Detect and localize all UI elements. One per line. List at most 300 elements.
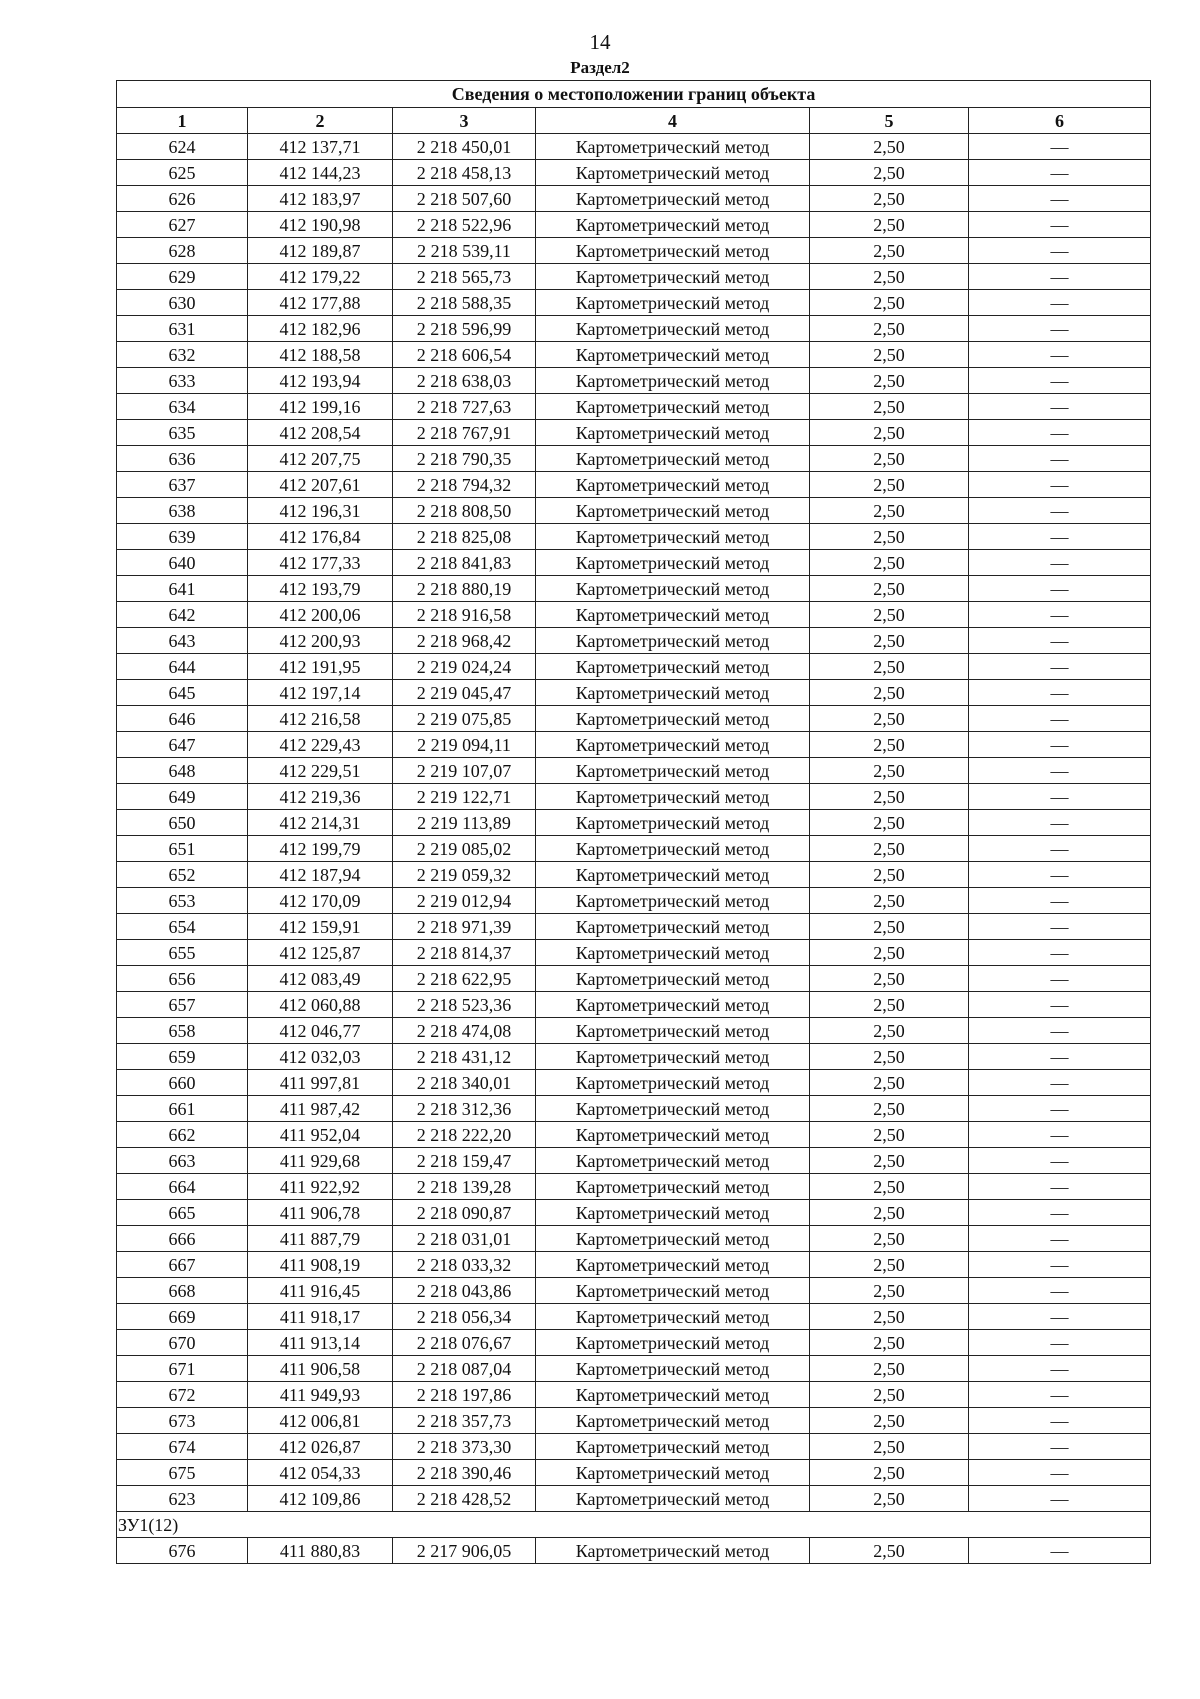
x-coordinate-cell: 412 197,14 <box>248 680 393 706</box>
y-coordinate-cell: 2 218 431,12 <box>393 1044 536 1070</box>
accuracy-cell: 2,50 <box>810 758 969 784</box>
note-cell: — <box>969 1330 1151 1356</box>
column-number: 5 <box>810 108 969 134</box>
group-section <box>117 1512 1151 1564</box>
x-coordinate-cell: 411 916,45 <box>248 1278 393 1304</box>
accuracy-cell: 2,50 <box>810 1278 969 1304</box>
accuracy-cell: 2,50 <box>810 420 969 446</box>
x-coordinate-cell: 412 191,95 <box>248 654 393 680</box>
y-coordinate-cell: 2 218 197,86 <box>393 1382 536 1408</box>
method-cell: Картометрический метод <box>536 394 810 420</box>
method-cell: Картометрический метод <box>536 524 810 550</box>
table-row <box>117 654 1151 680</box>
table-row <box>117 472 1151 498</box>
point-number-cell: 657 <box>117 992 248 1018</box>
y-coordinate-cell: 2 218 087,04 <box>393 1356 536 1382</box>
point-number-cell: 651 <box>117 836 248 862</box>
note-cell: — <box>969 1096 1151 1122</box>
table-row <box>117 966 1151 992</box>
note-cell: — <box>969 498 1151 524</box>
method-cell: Картометрический метод <box>536 1408 810 1434</box>
method-cell: Картометрический метод <box>536 1382 810 1408</box>
table-row <box>117 498 1151 524</box>
table-row <box>117 342 1151 368</box>
table-header: Сведения о местоположении границ объекта <box>117 81 1151 108</box>
accuracy-cell: 2,50 <box>810 186 969 212</box>
accuracy-cell: 2,50 <box>810 342 969 368</box>
method-cell: Картометрический метод <box>536 212 810 238</box>
y-coordinate-cell: 2 218 606,54 <box>393 342 536 368</box>
x-coordinate-cell: 412 199,79 <box>248 836 393 862</box>
point-number-cell: 641 <box>117 576 248 602</box>
y-coordinate-cell: 2 218 159,47 <box>393 1148 536 1174</box>
point-number-cell: 645 <box>117 680 248 706</box>
y-coordinate-cell: 2 218 767,91 <box>393 420 536 446</box>
section-title: Раздел2 <box>570 58 630 77</box>
accuracy-cell: 2,50 <box>810 1174 969 1200</box>
x-coordinate-cell: 411 997,81 <box>248 1070 393 1096</box>
table-row <box>117 212 1151 238</box>
note-cell: — <box>969 1356 1151 1382</box>
table-row <box>117 420 1151 446</box>
table-row <box>117 368 1151 394</box>
table-row <box>117 810 1151 836</box>
note-cell: — <box>969 1070 1151 1096</box>
x-coordinate-cell: 411 918,17 <box>248 1304 393 1330</box>
note-cell: — <box>969 186 1151 212</box>
method-cell: Картометрический метод <box>536 342 810 368</box>
point-number-cell: 636 <box>117 446 248 472</box>
accuracy-cell: 2,50 <box>810 680 969 706</box>
y-coordinate-cell: 2 218 312,36 <box>393 1096 536 1122</box>
accuracy-cell: 2,50 <box>810 264 969 290</box>
method-cell: Картометрический метод <box>536 784 810 810</box>
table-row <box>117 940 1151 966</box>
table-row <box>117 316 1151 342</box>
note-cell: — <box>969 238 1151 264</box>
point-number-cell: 665 <box>117 1200 248 1226</box>
accuracy-cell: 2,50 <box>810 238 969 264</box>
x-coordinate-cell: 412 193,79 <box>248 576 393 602</box>
method-cell: Картометрический метод <box>536 914 810 940</box>
y-coordinate-cell: 2 218 056,34 <box>393 1304 536 1330</box>
table-row <box>117 1486 1151 1512</box>
method-cell: Картометрический метод <box>536 654 810 680</box>
accuracy-cell: 2,50 <box>810 914 969 940</box>
point-number-cell: 660 <box>117 1070 248 1096</box>
note-cell: — <box>969 914 1151 940</box>
note-cell: — <box>969 316 1151 342</box>
note-cell: — <box>969 290 1151 316</box>
table-row <box>117 160 1151 186</box>
point-number-cell: 659 <box>117 1044 248 1070</box>
table-row <box>117 1018 1151 1044</box>
point-number-cell: 672 <box>117 1382 248 1408</box>
column-number: 6 <box>969 108 1151 134</box>
y-coordinate-cell: 2 218 474,08 <box>393 1018 536 1044</box>
column-number: 2 <box>248 108 393 134</box>
note-cell: — <box>969 1408 1151 1434</box>
y-coordinate-cell: 2 219 045,47 <box>393 680 536 706</box>
x-coordinate-cell: 412 006,81 <box>248 1408 393 1434</box>
table-row <box>117 888 1151 914</box>
accuracy-cell: 2,50 <box>810 1434 969 1460</box>
x-coordinate-cell: 411 922,92 <box>248 1174 393 1200</box>
method-cell: Картометрический метод <box>536 186 810 212</box>
accuracy-cell: 2,50 <box>810 1096 969 1122</box>
accuracy-cell: 2,50 <box>810 732 969 758</box>
x-coordinate-cell: 411 908,19 <box>248 1252 393 1278</box>
x-coordinate-cell: 412 176,84 <box>248 524 393 550</box>
method-cell: Картометрический метод <box>536 706 810 732</box>
accuracy-cell: 2,50 <box>810 1356 969 1382</box>
x-coordinate-cell: 412 196,31 <box>248 498 393 524</box>
y-coordinate-cell: 2 219 107,07 <box>393 758 536 784</box>
x-coordinate-cell: 412 207,61 <box>248 472 393 498</box>
note-cell: — <box>969 862 1151 888</box>
x-coordinate-cell: 412 137,71 <box>248 134 393 160</box>
point-number-cell: 652 <box>117 862 248 888</box>
method-cell: Картометрический метод <box>536 316 810 342</box>
table-row <box>117 680 1151 706</box>
point-number-cell: 640 <box>117 550 248 576</box>
x-coordinate-cell: 412 199,16 <box>248 394 393 420</box>
point-number-cell: 673 <box>117 1408 248 1434</box>
accuracy-cell: 2,50 <box>810 316 969 342</box>
x-coordinate-cell: 412 182,96 <box>248 316 393 342</box>
method-cell: Картометрический метод <box>536 498 810 524</box>
table-row <box>117 1044 1151 1070</box>
y-coordinate-cell: 2 218 588,35 <box>393 290 536 316</box>
table-row <box>117 1200 1151 1226</box>
accuracy-cell: 2,50 <box>810 368 969 394</box>
y-coordinate-cell: 2 218 790,35 <box>393 446 536 472</box>
method-cell: Картометрический метод <box>536 290 810 316</box>
x-coordinate-cell: 412 179,22 <box>248 264 393 290</box>
y-coordinate-cell: 2 219 059,32 <box>393 862 536 888</box>
table-row <box>117 1148 1151 1174</box>
note-cell: — <box>969 1174 1151 1200</box>
y-coordinate-cell: 2 217 906,05 <box>393 1538 536 1564</box>
x-coordinate-cell: 412 177,88 <box>248 290 393 316</box>
point-number-cell: 671 <box>117 1356 248 1382</box>
point-number-cell: 623 <box>117 1486 248 1512</box>
point-number-cell: 663 <box>117 1148 248 1174</box>
method-cell: Картометрический метод <box>536 134 810 160</box>
method-cell: Картометрический метод <box>536 1096 810 1122</box>
note-cell: — <box>969 160 1151 186</box>
accuracy-cell: 2,50 <box>810 706 969 732</box>
note-cell: — <box>969 1252 1151 1278</box>
point-number-cell: 654 <box>117 914 248 940</box>
method-cell: Картометрический метод <box>536 1122 810 1148</box>
table-row <box>117 186 1151 212</box>
y-coordinate-cell: 2 219 085,02 <box>393 836 536 862</box>
method-cell: Картометрический метод <box>536 836 810 862</box>
table-row <box>117 550 1151 576</box>
y-coordinate-cell: 2 218 033,32 <box>393 1252 536 1278</box>
x-coordinate-cell: 412 188,58 <box>248 342 393 368</box>
accuracy-cell: 2,50 <box>810 992 969 1018</box>
accuracy-cell: 2,50 <box>810 446 969 472</box>
x-coordinate-cell: 412 177,33 <box>248 550 393 576</box>
accuracy-cell: 2,50 <box>810 1018 969 1044</box>
x-coordinate-cell: 411 987,42 <box>248 1096 393 1122</box>
accuracy-cell: 2,50 <box>810 134 969 160</box>
y-coordinate-cell: 2 218 596,99 <box>393 316 536 342</box>
boundary-coordinates-table <box>116 80 1151 1564</box>
x-coordinate-cell: 412 214,31 <box>248 810 393 836</box>
note-cell: — <box>969 732 1151 758</box>
note-cell: — <box>969 1226 1151 1252</box>
point-number-cell: 661 <box>117 1096 248 1122</box>
note-cell: — <box>969 1434 1151 1460</box>
point-number-cell: 668 <box>117 1278 248 1304</box>
y-coordinate-cell: 2 219 113,89 <box>393 810 536 836</box>
note-cell: — <box>969 1382 1151 1408</box>
x-coordinate-cell: 411 929,68 <box>248 1148 393 1174</box>
x-coordinate-cell: 412 208,54 <box>248 420 393 446</box>
point-number-cell: 637 <box>117 472 248 498</box>
method-cell: Картометрический метод <box>536 576 810 602</box>
table-row <box>117 706 1151 732</box>
point-number-cell: 675 <box>117 1460 248 1486</box>
table-row <box>117 1122 1151 1148</box>
note-cell: — <box>969 758 1151 784</box>
point-number-cell: 643 <box>117 628 248 654</box>
point-number-cell: 648 <box>117 758 248 784</box>
y-coordinate-cell: 2 218 090,87 <box>393 1200 536 1226</box>
table-row <box>117 914 1151 940</box>
note-cell: — <box>969 1460 1151 1486</box>
x-coordinate-cell: 412 187,94 <box>248 862 393 888</box>
method-cell: Картометрический метод <box>536 1018 810 1044</box>
method-cell: Картометрический метод <box>536 1486 810 1512</box>
point-number-cell: 664 <box>117 1174 248 1200</box>
table-row <box>117 784 1151 810</box>
accuracy-cell: 2,50 <box>810 888 969 914</box>
accuracy-cell: 2,50 <box>810 1200 969 1226</box>
y-coordinate-cell: 2 218 373,30 <box>393 1434 536 1460</box>
accuracy-cell: 2,50 <box>810 1304 969 1330</box>
note-cell: — <box>969 810 1151 836</box>
table-row <box>117 862 1151 888</box>
accuracy-cell: 2,50 <box>810 940 969 966</box>
table-row <box>117 1460 1151 1486</box>
point-number-cell: 628 <box>117 238 248 264</box>
x-coordinate-cell: 412 083,49 <box>248 966 393 992</box>
method-cell: Картометрический метод <box>536 1278 810 1304</box>
column-number: 4 <box>536 108 810 134</box>
x-coordinate-cell: 412 170,09 <box>248 888 393 914</box>
method-cell: Картометрический метод <box>536 160 810 186</box>
x-coordinate-cell: 411 880,83 <box>248 1538 393 1564</box>
y-coordinate-cell: 2 218 968,42 <box>393 628 536 654</box>
point-number-cell: 630 <box>117 290 248 316</box>
point-number-cell: 647 <box>117 732 248 758</box>
table-row <box>117 446 1151 472</box>
table-row <box>117 1174 1151 1200</box>
note-cell: — <box>969 940 1151 966</box>
method-cell: Картометрический метод <box>536 1174 810 1200</box>
point-number-cell: 631 <box>117 316 248 342</box>
point-number-cell: 639 <box>117 524 248 550</box>
x-coordinate-cell: 412 183,97 <box>248 186 393 212</box>
method-cell: Картометрический метод <box>536 1538 810 1564</box>
accuracy-cell: 2,50 <box>810 394 969 420</box>
x-coordinate-cell: 412 054,33 <box>248 1460 393 1486</box>
point-number-cell: 625 <box>117 160 248 186</box>
x-coordinate-cell: 412 216,58 <box>248 706 393 732</box>
accuracy-cell: 2,50 <box>810 576 969 602</box>
table-row <box>117 1096 1151 1122</box>
point-number-cell: 662 <box>117 1122 248 1148</box>
point-number-cell: 649 <box>117 784 248 810</box>
y-coordinate-cell: 2 218 794,32 <box>393 472 536 498</box>
method-cell: Картометрический метод <box>536 966 810 992</box>
note-cell: — <box>969 836 1151 862</box>
method-cell: Картометрический метод <box>536 264 810 290</box>
accuracy-cell: 2,50 <box>810 1330 969 1356</box>
note-cell: — <box>969 1122 1151 1148</box>
point-number-cell: 638 <box>117 498 248 524</box>
method-cell: Картометрический метод <box>536 446 810 472</box>
method-cell: Картометрический метод <box>536 940 810 966</box>
x-coordinate-cell: 412 229,51 <box>248 758 393 784</box>
x-coordinate-cell: 412 144,23 <box>248 160 393 186</box>
note-cell: — <box>969 1018 1151 1044</box>
y-coordinate-cell: 2 218 357,73 <box>393 1408 536 1434</box>
note-cell: — <box>969 1148 1151 1174</box>
x-coordinate-cell: 412 200,93 <box>248 628 393 654</box>
y-coordinate-cell: 2 218 727,63 <box>393 394 536 420</box>
point-number-cell: 670 <box>117 1330 248 1356</box>
y-coordinate-cell: 2 218 825,08 <box>393 524 536 550</box>
table-row <box>117 1408 1151 1434</box>
table-row <box>117 1330 1151 1356</box>
table-row <box>117 758 1151 784</box>
method-cell: Картометрический метод <box>536 1356 810 1382</box>
method-cell: Картометрический метод <box>536 1070 810 1096</box>
y-coordinate-cell: 2 218 031,01 <box>393 1226 536 1252</box>
method-cell: Картометрический метод <box>536 888 810 914</box>
accuracy-cell: 2,50 <box>810 212 969 238</box>
accuracy-cell: 2,50 <box>810 1148 969 1174</box>
y-coordinate-cell: 2 218 539,11 <box>393 238 536 264</box>
point-number-cell: 629 <box>117 264 248 290</box>
y-coordinate-cell: 2 218 076,67 <box>393 1330 536 1356</box>
y-coordinate-cell: 2 218 622,95 <box>393 966 536 992</box>
y-coordinate-cell: 2 218 880,19 <box>393 576 536 602</box>
y-coordinate-cell: 2 218 222,20 <box>393 1122 536 1148</box>
table-row <box>117 1356 1151 1382</box>
x-coordinate-cell: 411 913,14 <box>248 1330 393 1356</box>
accuracy-cell: 2,50 <box>810 654 969 680</box>
table-row <box>117 1304 1151 1330</box>
x-coordinate-cell: 411 887,79 <box>248 1226 393 1252</box>
method-cell: Картометрический метод <box>536 1226 810 1252</box>
page-number: 14 <box>589 30 611 54</box>
method-cell: Картометрический метод <box>536 758 810 784</box>
point-number-cell: 626 <box>117 186 248 212</box>
note-cell: — <box>969 1278 1151 1304</box>
table-row <box>117 238 1151 264</box>
accuracy-cell: 2,50 <box>810 810 969 836</box>
y-coordinate-cell: 2 218 522,96 <box>393 212 536 238</box>
method-cell: Картометрический метод <box>536 420 810 446</box>
accuracy-cell: 2,50 <box>810 550 969 576</box>
method-cell: Картометрический метод <box>536 238 810 264</box>
method-cell: Картометрический метод <box>536 1304 810 1330</box>
y-coordinate-cell: 2 219 012,94 <box>393 888 536 914</box>
x-coordinate-cell: 412 026,87 <box>248 1434 393 1460</box>
x-coordinate-cell: 411 906,78 <box>248 1200 393 1226</box>
table-row <box>117 732 1151 758</box>
method-cell: Картометрический метод <box>536 1434 810 1460</box>
note-cell: — <box>969 680 1151 706</box>
table-row <box>117 1538 1151 1564</box>
note-cell: — <box>969 134 1151 160</box>
accuracy-cell: 2,50 <box>810 1460 969 1486</box>
point-number-cell: 634 <box>117 394 248 420</box>
table-row <box>117 576 1151 602</box>
x-coordinate-cell: 412 189,87 <box>248 238 393 264</box>
note-cell: — <box>969 342 1151 368</box>
y-coordinate-cell: 2 218 507,60 <box>393 186 536 212</box>
note-cell: — <box>969 446 1151 472</box>
table-row <box>117 1434 1151 1460</box>
column-number: 1 <box>117 108 248 134</box>
point-number-cell: 642 <box>117 602 248 628</box>
point-number-cell: 644 <box>117 654 248 680</box>
point-number-cell: 656 <box>117 966 248 992</box>
x-coordinate-cell: 411 949,93 <box>248 1382 393 1408</box>
y-coordinate-cell: 2 218 916,58 <box>393 602 536 628</box>
point-number-cell: 667 <box>117 1252 248 1278</box>
accuracy-cell: 2,50 <box>810 498 969 524</box>
y-coordinate-cell: 2 219 122,71 <box>393 784 536 810</box>
accuracy-cell: 2,50 <box>810 836 969 862</box>
x-coordinate-cell: 412 193,94 <box>248 368 393 394</box>
group-label: ЗУ1(12) <box>117 1512 1151 1538</box>
y-coordinate-cell: 2 218 340,01 <box>393 1070 536 1096</box>
accuracy-cell: 2,50 <box>810 472 969 498</box>
method-cell: Картометрический метод <box>536 628 810 654</box>
point-number-cell: 653 <box>117 888 248 914</box>
note-cell: — <box>969 550 1151 576</box>
accuracy-cell: 2,50 <box>810 1044 969 1070</box>
x-coordinate-cell: 412 219,36 <box>248 784 393 810</box>
method-cell: Картометрический метод <box>536 862 810 888</box>
table-row <box>117 602 1151 628</box>
note-cell: — <box>969 420 1151 446</box>
method-cell: Картометрический метод <box>536 1252 810 1278</box>
note-cell: — <box>969 1538 1151 1564</box>
note-cell: — <box>969 784 1151 810</box>
x-coordinate-cell: 412 229,43 <box>248 732 393 758</box>
y-coordinate-cell: 2 218 043,86 <box>393 1278 536 1304</box>
table-row <box>117 1070 1151 1096</box>
note-cell: — <box>969 992 1151 1018</box>
x-coordinate-cell: 412 159,91 <box>248 914 393 940</box>
table-row <box>117 836 1151 862</box>
point-number-cell: 633 <box>117 368 248 394</box>
y-coordinate-cell: 2 218 565,73 <box>393 264 536 290</box>
note-cell: — <box>969 706 1151 732</box>
accuracy-cell: 2,50 <box>810 966 969 992</box>
table-row <box>117 628 1151 654</box>
table-row <box>117 1252 1151 1278</box>
